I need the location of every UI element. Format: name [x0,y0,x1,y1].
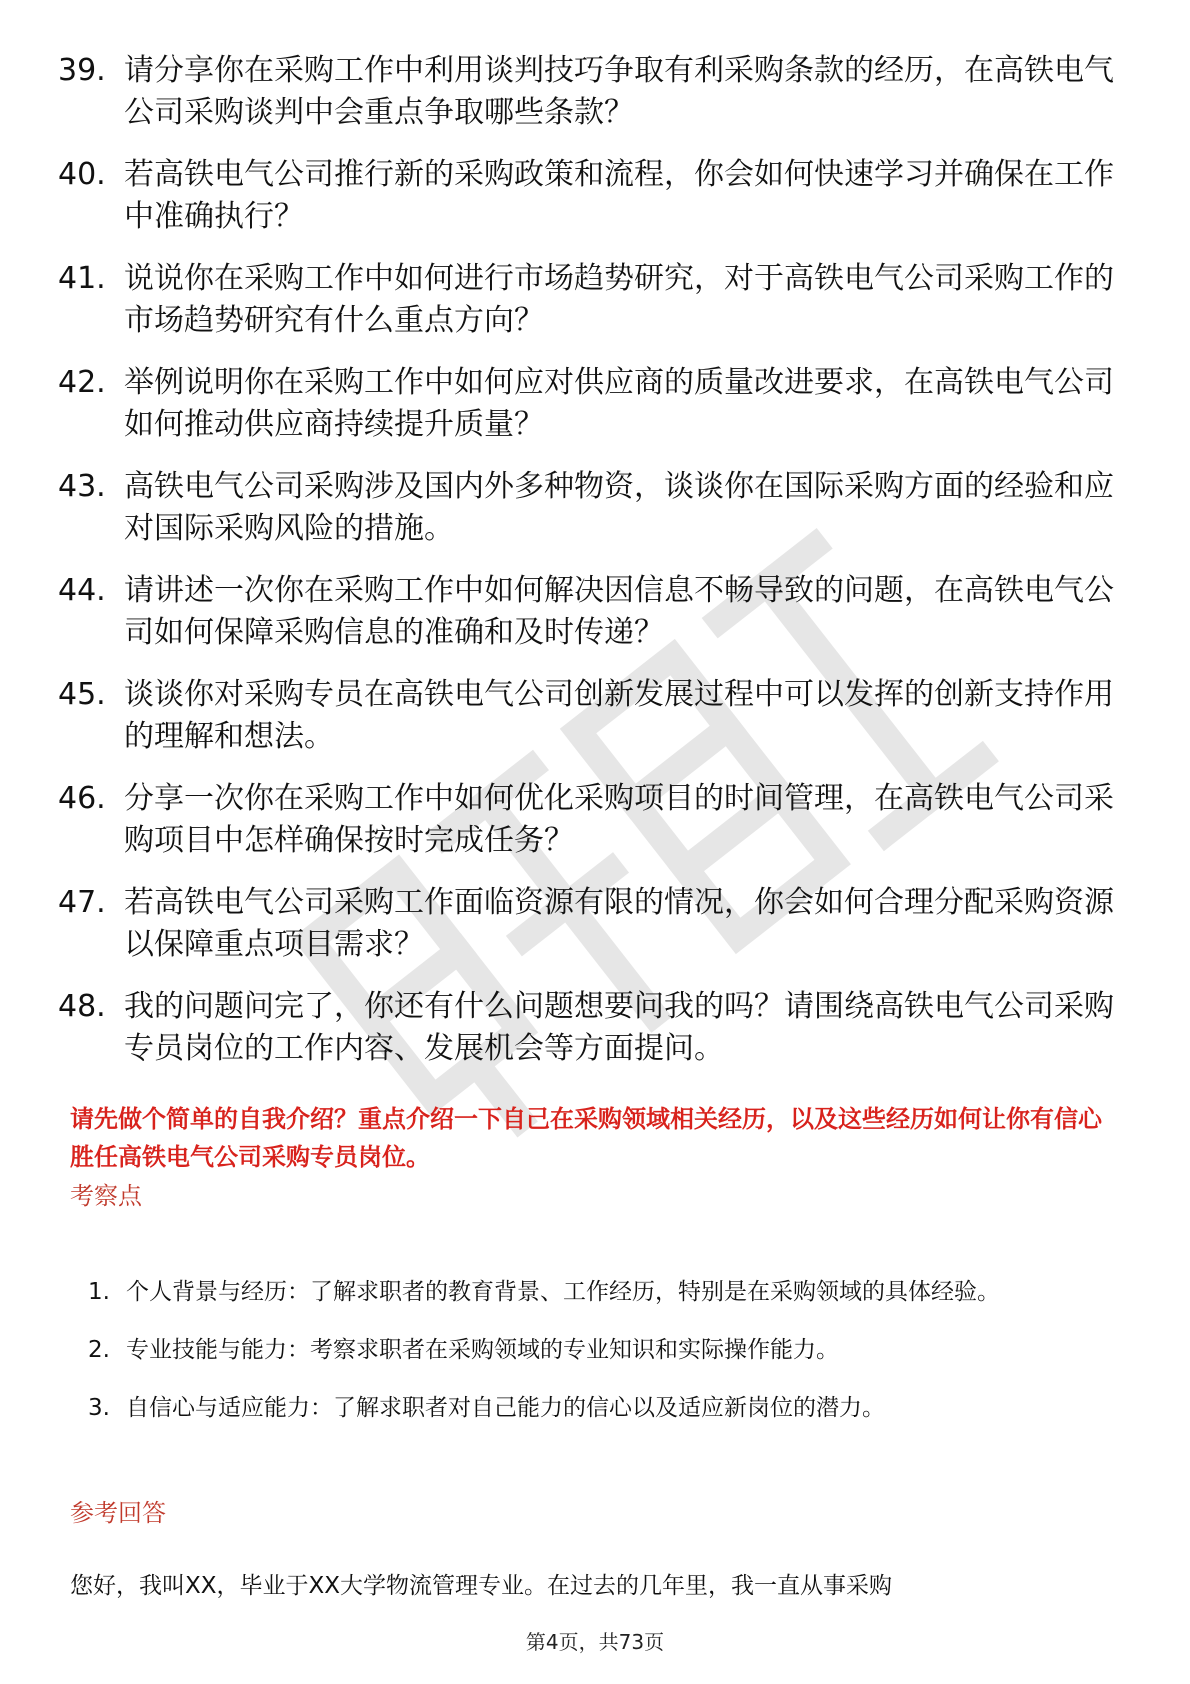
question-item [58,466,1118,550]
question-number: 41. [58,261,106,296]
answer-text: 您好，我叫XX，毕业于XX大学物流管理专业。在过去的几年里，我一直从事采购 [70,1573,893,1599]
point-number: 3. [88,1395,110,1421]
question-number: 40. [58,157,106,192]
points-list [88,1263,1118,1437]
question-text: 举例说明你在采购工作中如何应对供应商的质量改进要求，在高铁电气公司如何推动供应商持续提升质量？ [124,365,1114,442]
question-text: 请分享你在采购工作中利用谈判技巧争取有利采购条款的经历，在高铁电气公司采购谈判中会重点争取哪些条款？ [124,53,1114,130]
question-text: 谈谈你对采购专员在高铁电气公司创新发展过程中可以发挥的创新支持作用的理解和想法。 [124,677,1114,754]
question-text: 若高铁电气公司推行新的采购政策和流程，你会如何快速学习并确保在工作中准确执行？ [124,157,1114,234]
question-text: 高铁电气公司采购涉及国内外多种物资，谈谈你在国际采购方面的经验和应对国际采购风险的措施。 [124,469,1114,546]
point-text: 自信心与适应能力：了解求职者对自己能力的信心以及适应新岗位的潜力。 [126,1395,885,1421]
question-number: 47. [58,885,106,920]
point-number: 1. [88,1279,110,1305]
question-number: 44. [58,573,106,608]
question-number: 43. [58,469,106,504]
point-item [88,1263,1118,1321]
question-text: 我的问题问完了，你还有什么问题想要问我的吗？请围绕高铁电气公司采购专员岗位的工作内容、发展机会等方面提问。 [124,989,1114,1066]
point-text: 专业技能与能力：考察求职者在采购领域的专业知识和实际操作能力。 [126,1337,839,1363]
point-number: 2. [88,1337,110,1363]
question-number: 39. [58,53,106,88]
question-number: 42. [58,365,106,400]
question-item [58,258,1118,342]
question-item [58,674,1118,758]
question-item [58,154,1118,238]
question-text: 说说你在采购工作中如何进行市场趋势研究，对于高铁电气公司采购工作的市场趋势研究有什么重点方向？ [124,261,1114,338]
question-number: 45. [58,677,106,712]
section-title-answer: 参考回答 [70,1499,166,1527]
question-item [58,570,1118,654]
question-item [58,778,1118,862]
point-text: 个人背景与经历：了解求职者的教育背景、工作经历，特别是在采购领域的具体经验。 [126,1279,1000,1305]
page-footer: 第4页，共73页 [525,1630,665,1654]
question-item [58,362,1118,446]
question-text: 请讲述一次你在采购工作中如何解决因信息不畅导致的问题，在高铁电气公司如何保障采购信息的准确和及时传递？ [124,573,1114,650]
question-item [58,986,1118,1070]
question-number: 48. [58,989,106,1024]
question-item [58,50,1118,134]
point-item [88,1379,1118,1437]
question-text: 分享一次你在采购工作中如何优化采购项目的时间管理，在高铁电气公司采购项目中怎样确保按时完成任务？ [124,781,1114,858]
section-title-points: 考察点 [70,1182,142,1210]
question-number: 46. [58,781,106,816]
question-item [58,882,1118,966]
question-text: 若高铁电气公司采购工作面临资源有限的情况，你会如何合理分配采购资源以保障重点项目需求？ [124,885,1114,962]
question-list [58,50,1118,1090]
highlight-question: 请先做个简单的自我介绍？重点介绍一下自己在采购领域相关经历，以及这些经历如何让你有信心胜任高铁电气公司采购专员岗位。 [70,1105,1102,1171]
point-item [88,1321,1118,1379]
